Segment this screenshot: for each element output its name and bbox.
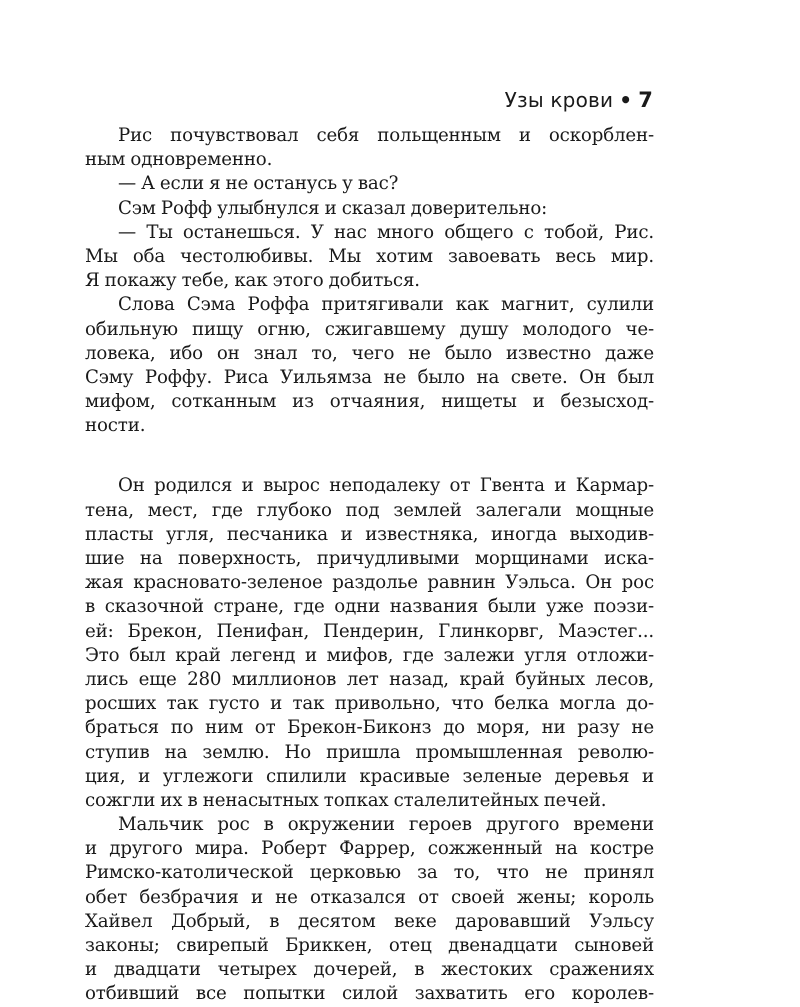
section-break xyxy=(85,438,654,474)
text-line: ным одновременно. xyxy=(85,149,273,171)
text-line: Он родился и вырос неподалеку от Гвента и Кармар- xyxy=(118,475,654,497)
header-separator: • xyxy=(619,88,633,112)
text-line: Хайвел Добрый, в десятом веке даровавший Уэльсу xyxy=(85,910,654,932)
text-line: Мы оба честолюбивы. Мы хотим завоевать весь мир. xyxy=(85,245,654,267)
text-line: Я покажу тебе, как этого добиться. xyxy=(85,270,420,292)
text-line: браться по ним от Брекон-Биконз до моря, ни разу не xyxy=(85,717,654,739)
text-line: ности. xyxy=(85,415,146,437)
text-line: законы; свирепый Бриккен, отец двенадцати сыновей xyxy=(85,935,654,956)
text-line: Сэм Рофф улыбнулся и сказал доверительно: xyxy=(118,197,548,219)
text-line: Мальчик рос в окружении героев другого времени xyxy=(118,814,654,836)
text-line: обет безбрачия и не отказался от своей жены; король xyxy=(85,886,654,908)
text-line: шие на поверхность, причудливыми морщинами иска- xyxy=(85,548,654,569)
text-line: лись еще 280 миллионов лет назад, край буйных лесов, xyxy=(85,668,654,690)
text-line: ловека, ибо он знал то, чего не было известно даже xyxy=(85,342,654,364)
text-line: сожгли их в ненасытных топках сталелитейных печей. xyxy=(85,789,607,811)
text-line: ступив на землю. Но пришла промышленная револю- xyxy=(85,741,654,763)
text-line: — А если я не останусь у вас? xyxy=(118,173,399,195)
page-number: 7 xyxy=(638,88,653,112)
book-title: Узы крови xyxy=(504,88,614,112)
text-line: тена, мест, где глубоко под землей залегали мощные xyxy=(85,499,654,521)
text-line: Сэму Роффу. Риса Уильямза не было на свете. Он был xyxy=(85,366,654,388)
text-line: мифом, сотканным из отчаяния, нищеты и безысход- xyxy=(85,391,654,413)
running-header xyxy=(505,88,653,112)
text-line: Слова Сэма Роффа притягивали как магнит, сулили xyxy=(118,294,654,316)
text-line: ция, и углежоги спилили красивые зеленые деревья и xyxy=(85,765,654,787)
text-line: жая красновато-зеленое раздолье равнин Уэльса. Он рос xyxy=(85,572,654,594)
text-line: обильную пищу огню, сжигавшему душу молодого че- xyxy=(85,318,654,340)
text-line: росших так густо и так привольно, что белка могла до- xyxy=(85,693,654,715)
text-line: пласты угля, песчаника и известняка, иногда выходив- xyxy=(85,523,654,545)
text-line: Римско-католической церковью за то, что не принял xyxy=(85,862,654,884)
text-line: в сказочной стране, где одни названия были уже поэзи- xyxy=(85,596,654,618)
text-line: ей: Брекон, Пенифан, Пендерин, Глинкорвг, Маэстег... xyxy=(85,620,654,642)
text-line: — Ты останешься. У нас много общего с тобой, Рис. xyxy=(118,221,654,243)
text-line: и другого мира. Роберт Фаррер, сожженный на костре xyxy=(85,838,654,860)
text-line: Рис почувствовал себя польщенным и оскорблен- xyxy=(118,125,654,146)
body-text xyxy=(85,124,654,1007)
text-line: и двадцати четырех дочерей, в жестоких сражениях xyxy=(85,959,654,981)
text-line: отбивший все попытки силой захватить его королев- xyxy=(85,983,654,1005)
text-line: Это был край легенд и мифов, где залежи угля отложи- xyxy=(85,644,654,666)
